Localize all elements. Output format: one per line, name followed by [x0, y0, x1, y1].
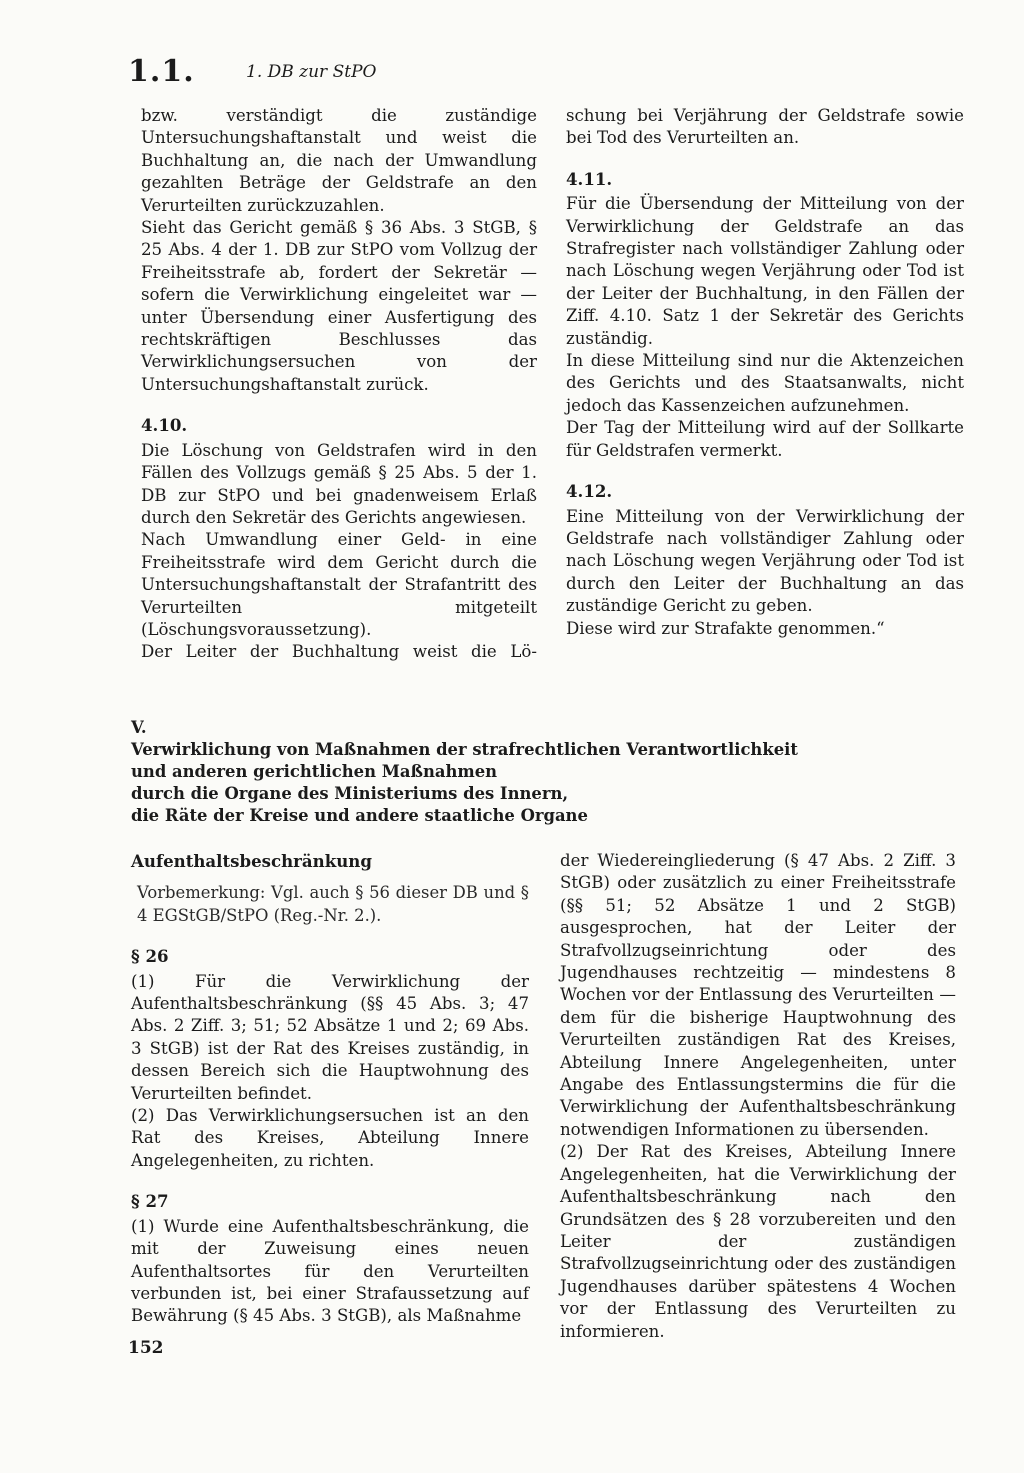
section-roman-number: V. — [131, 718, 147, 737]
preliminary-note: Vorbemerkung: Vgl. auch § 56 dieser DB und § 4 EGStGB/StPO (Reg.-Nr. 2.). — [137, 883, 529, 925]
lower-right-column — [560, 850, 956, 1343]
paragraph-number: § 26 — [131, 946, 169, 967]
paragraph: schung bei Verjährung der Geldstrafe sowie bei Tod des Verurteilten an. — [566, 106, 964, 148]
paragraph: (2) Der Rat des Kreises, Abteilung Innere Angelegenheiten, hat die Verwirklichung der Aufenthaltsbeschränkung nach den Grundsätzen des § 28 vorzubereiten und den Leiter der zuständigen Strafvollzugseinrichtung oder des zuständigen Jugendhauses darüber spätestens 4 Wochen vor der Entlassung des Verurteilten zu informieren. — [560, 1142, 956, 1341]
paragraph: Sieht das Gericht gemäß § 36 Abs. 3 StGB, § 25 Abs. 4 der 1. DB zur StPO vom Vollzug der Freiheitsstrafe ab, fordert der Sekretär — sofern die Verwirklichung eingeleitet war — unter Übersendung einer Ausfertigung des rechtskräftigen Beschlusses das Verwirklichungsersuchen von der Untersuchungshaftanstalt zurück. — [141, 218, 537, 394]
upper-left-column — [141, 105, 537, 664]
paragraph: Diese wird zur Strafakte genommen.“ — [566, 618, 885, 638]
paragraph: der Wiedereingliederung (§ 47 Abs. 2 Ziff. 3 StGB) oder zusätzlich zu einer Freiheitsstrafe (§§ 51; 52 Absätze 1 und 2 StGB) ausgesprochen, hat der Leiter der Strafvollzugseinrichtung oder des Jugendhauses rechtzeitig — mindestens 8 Wochen vor der Entlassung des Verurteilten — dem für die bisherige Hauptwohnung des Verurteilten zuständigen Rat des Kreises, Abteilung Innere Angelegenheiten, unter Angabe des Entlassungstermins die für die Verwirklichung der Aufenthaltsbeschränkung notwendigen Informationen zu übersenden. — [560, 851, 956, 1139]
paragraph: Für die Übersendung der Mitteilung von der Verwirklichung der Geldstrafe an das Strafregister nach vollständiger Zahlung oder nach Löschung wegen Verjährung oder Tod ist der Leiter der Buchhaltung, in den Fällen der Ziff. 4.10. Satz 1 der Sekretär des Gerichts zuständig. — [566, 194, 964, 348]
paragraph: (2) Das Verwirklichungsersuchen ist an den Rat des Kreises, Abteilung Innere Angelegenheiten, zu richten. — [131, 1106, 529, 1170]
paragraph: Die Löschung von Geldstrafen wird in den Fällen des Vollzugs gemäß § 25 Abs. 5 der 1. DB zur StPO und bei gnadenweisem Erlaß durch den Sekretär des Gerichts angewiesen. — [141, 440, 537, 527]
section-title-line: und anderen gerichtlichen Maßnahmen — [131, 762, 498, 781]
section-number: 1.1. — [128, 54, 195, 89]
section-heading — [131, 717, 831, 827]
subsection-number: 4.10. — [141, 415, 188, 436]
running-title: 1. DB zur StPO — [246, 62, 377, 82]
section-title-line: Verwirklichung von Maßnahmen der strafrechtlichen Verantwortlichkeit — [131, 740, 798, 759]
paragraph: bzw. verständigt die zuständige Untersuchungshaftanstalt und weist die Buchhaltung an, die nach der Umwandlung gezahlten Beträge der Geldstrafe an den Verurteilten zurückzuzahlen. — [141, 106, 537, 215]
lower-left-column — [131, 850, 529, 1328]
paragraph: Der Leiter der Buchhaltung weist die Lö- — [141, 642, 537, 662]
paragraph: In diese Mitteilung sind nur die Aktenzeichen des Gerichts und des Staatsanwalts, nicht jedoch das Kassenzeichen aufzunehmen. — [566, 351, 964, 415]
section-title-line: die Räte der Kreise und andere staatliche Organe — [131, 806, 588, 825]
upper-right-column — [566, 105, 964, 640]
subsection-number: 4.12. — [566, 481, 613, 502]
subheading: Aufenthaltsbeschränkung — [131, 851, 372, 871]
section-title-line: durch die Organe des Ministeriums des Innern, — [131, 784, 569, 803]
subsection-number: 4.11. — [566, 168, 613, 189]
paragraph-number: § 27 — [131, 1191, 169, 1212]
paragraph: Eine Mitteilung von der Verwirklichung der Geldstrafe nach vollständiger Zahlung oder nach Löschung wegen Verjährung oder Tod ist durch den Leiter der Buchhaltung an das zuständige Gericht zu geben. — [566, 506, 964, 616]
page-number: 152 — [128, 1338, 164, 1358]
paragraph: (1) Wurde eine Aufenthaltsbeschränkung, die mit der Zuweisung eines neuen Aufenthaltsortes für den Verurteilten verbunden ist, bei einer Strafaussetzung auf Bewährung (§ 45 Abs. 3 StGB), als Maßnahme — [131, 1216, 529, 1326]
paragraph: (1) Für die Verwirklichung der Aufenthaltsbeschränkung (§§ 45 Abs. 3; 47 Abs. 2 Ziff. 3; 51; 52 Absätze 1 und 2; 69 Abs. 3 StGB) ist der Rat des Kreises zuständig, in dessen Bereich sich die Hauptwohnung des Verurteilten befindet. — [131, 971, 529, 1103]
paragraph: Nach Umwandlung einer Geld- in eine Freiheitsstrafe wird dem Gericht durch die Untersuchungshaftanstalt der Strafantritt des Verurteilten mitgeteilt (Löschungsvoraussetzung). — [141, 530, 537, 639]
paragraph: Der Tag der Mitteilung wird auf der Sollkarte für Geldstrafen vermerkt. — [566, 418, 964, 460]
